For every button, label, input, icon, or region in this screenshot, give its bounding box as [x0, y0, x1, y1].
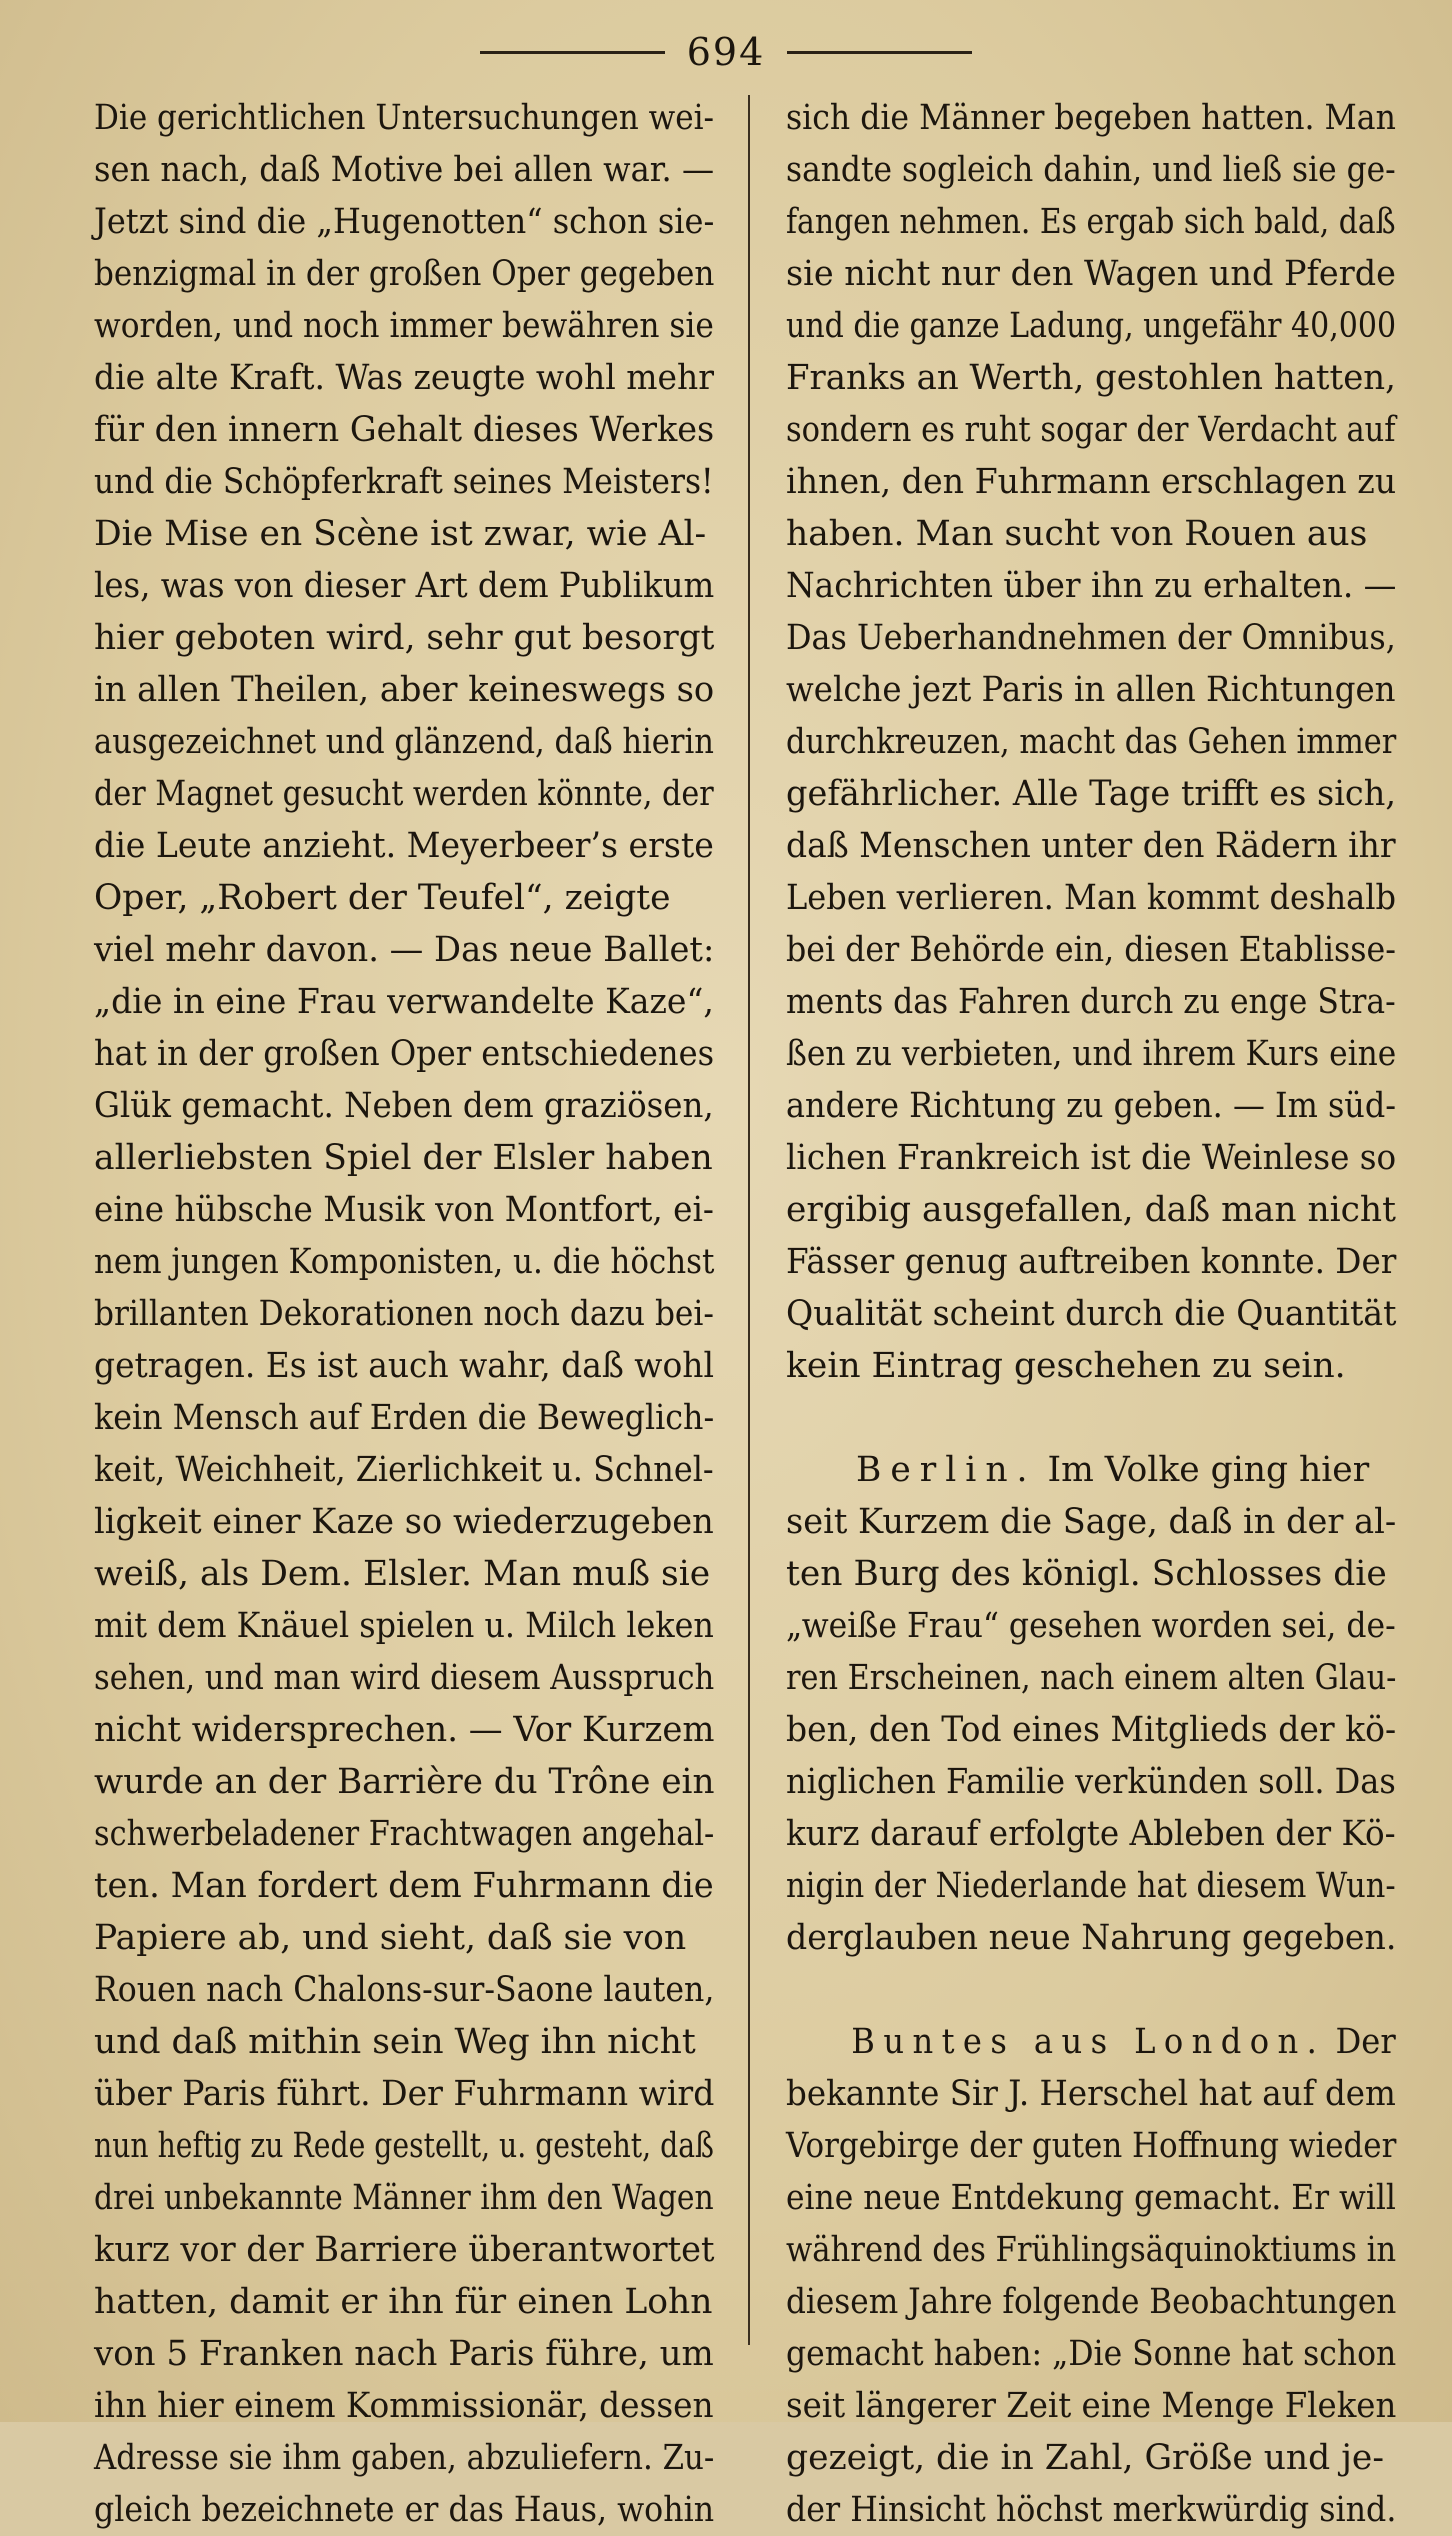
text-line: ihnen, den Fuhrmann erschlagen zu — [786, 462, 1397, 502]
text-line: worden, und noch immer bewähren sie — [94, 306, 714, 346]
text-line: les, was von dieser Art dem Publikum — [94, 566, 715, 606]
text-line: Papiere ab, und sieht, daß sie von — [94, 1918, 687, 1958]
text-line: weiß, als Dem. Elsler. Man muß sie — [94, 1554, 711, 1594]
text-line: gemacht haben: „Die Sonne hat schon — [786, 2334, 1397, 2374]
text-line: Adresse sie ihm gaben, abzuliefern. Zu- — [94, 2438, 715, 2478]
text-line: nun heftig zu Rede gestellt, u. gesteht, daß — [94, 2126, 714, 2166]
london-first-line-rest: Der — [1325, 2022, 1396, 2062]
text-line: sandte sogleich dahin, und ließ sie ge- — [786, 150, 1396, 190]
text-line: ten Burg des königl. Schlosses die — [786, 1554, 1387, 1594]
paragraph-london — [786, 2068, 1396, 2536]
text-line: eine neue Entdekung gemacht. Er will — [786, 2178, 1396, 2218]
text-line: benzigmal in der großen Oper gegeben — [94, 254, 715, 294]
text-line: „die in eine Frau verwandelte Kaze“, — [94, 982, 714, 1022]
text-line: Nachrichten über ihn zu erhalten. — — [786, 566, 1397, 606]
text-line: wurde an der Barrière du Trône ein — [94, 1762, 715, 1802]
text-line: sehen, und man wird diesem Ausspruch — [94, 1658, 715, 1698]
text-line: „weiße Frau“ gesehen worden sei, de- — [786, 1606, 1396, 1646]
right-column — [786, 92, 1396, 2536]
berlin-first-line — [786, 1444, 1396, 1496]
text-line: Die gerichtlichen Untersuchungen wei- — [94, 98, 715, 138]
text-line: und die Schöpferkraft seines Meisters! — [94, 462, 714, 502]
text-line: sie nicht nur den Wagen und Pferde — [786, 254, 1396, 294]
column-divider — [748, 95, 750, 2345]
text-line: Leben verlieren. Man kommt deshalb — [786, 878, 1397, 918]
text-line: sich die Männer begeben hatten. Man — [786, 98, 1396, 138]
text-line: nigin der Niederlande hat diesem Wun- — [786, 1866, 1396, 1906]
text-line: lichen Frankreich ist die Weinlese so — [786, 1138, 1397, 1178]
text-line: über Paris führt. Der Fuhrmann wird — [94, 2074, 715, 2114]
text-line: der Hinsicht höchst merkwürdig sind. — [786, 2490, 1397, 2530]
text-line: daß Menschen unter den Rädern ihr — [786, 826, 1396, 866]
paragraph-gap — [786, 1392, 1396, 1444]
text-line: bekannte Sir J. Herschel hat auf dem — [786, 2074, 1396, 2114]
text-line: kein Eintrag geschehen zu sein. — [786, 1346, 1346, 1386]
text-line: kein Mensch auf Erden die Beweglich- — [94, 1398, 715, 1438]
text-line: Jetzt sind die „Hugenotten“ schon sie- — [94, 202, 715, 242]
text-line: ligkeit einer Kaze so wiederzugeben — [94, 1502, 714, 1542]
text-line: Glük gemacht. Neben dem graziösen, — [94, 1086, 714, 1126]
text-line: durchkreuzen, macht das Gehen immer — [786, 722, 1397, 762]
berlin-first-line-rest: Im Volke ging hier — [1036, 1450, 1370, 1490]
text-line: gezeigt, die in Zahl, Größe und je- — [786, 2438, 1384, 2478]
text-line: Vorgebirge der guten Hoffnung wieder — [786, 2126, 1397, 2166]
text-line: getragen. Es ist auch wahr, daß wohl — [94, 1346, 714, 1386]
text-line: die Leute anzieht. Meyerbeer’s erste — [94, 826, 714, 866]
text-line: brillanten Dekorationen noch dazu bei- — [94, 1294, 714, 1334]
text-line: ren Erscheinen, nach einem alten Glau- — [786, 1658, 1397, 1698]
text-line: fangen nehmen. Es ergab sich bald, daß — [786, 202, 1396, 242]
text-line: ben, den Tod eines Mitglieds der kö- — [786, 1710, 1397, 1750]
text-line: sondern es ruht sogar der Verdacht auf — [786, 410, 1396, 450]
text-line: die alte Kraft. Was zeugte wohl mehr — [94, 358, 714, 398]
text-line: Qualität scheint durch die Quantität — [786, 1294, 1397, 1334]
text-line: haben. Man sucht von Rouen aus — [786, 514, 1368, 554]
paragraph-paris-continued — [786, 92, 1396, 1392]
text-line: hatten, damit er ihn für einen Lohn — [94, 2282, 713, 2322]
text-line: Oper, „Robert der Teufel“, zeigte — [94, 878, 671, 918]
text-line: Rouen nach Chalons-sur-Saone lauten, — [94, 1970, 715, 2010]
text-line: von 5 Franken nach Paris führe, um — [94, 2334, 714, 2374]
text-line: gefährlicher. Alle Tage trifft es sich, — [786, 774, 1397, 814]
text-line: nicht widersprechen. — Vor Kurzem — [94, 1710, 715, 1750]
text-line: viel mehr davon. — Das neue Ballet: — [94, 930, 715, 970]
text-line: sen nach, daß Motive bei allen war. — — [94, 150, 715, 190]
text-line: Die Mise en Scène ist zwar, wie Al- — [94, 514, 707, 554]
text-line: derglauben neue Nahrung gegeben. — [786, 1918, 1397, 1958]
header-dash-right — [787, 51, 972, 54]
text-line: der Magnet gesucht werden könnte, der — [94, 774, 714, 814]
text-line: andere Richtung zu geben. — Im süd- — [786, 1086, 1397, 1126]
text-line: hier geboten wird, sehr gut besorgt — [94, 618, 715, 658]
text-line: niglichen Familie verkünden soll. Das — [786, 1762, 1396, 1802]
text-line: Fässer genug auftreiben konnte. Der — [786, 1242, 1397, 1282]
text-line: ßen zu verbieten, und ihrem Kurs eine — [786, 1034, 1397, 1074]
berlin-heading: Berlin. — [856, 1450, 1037, 1490]
text-line: seit längerer Zeit eine Menge Fleken — [786, 2386, 1397, 2426]
text-line: kurz darauf erfolgte Ableben der Kö- — [786, 1814, 1396, 1854]
london-first-line — [786, 2016, 1396, 2068]
text-line: mit dem Knäuel spielen u. Milch leken — [94, 1606, 714, 1646]
paragraph-gap — [786, 1964, 1396, 2016]
text-line: allerliebsten Spiel der Elsler haben — [94, 1138, 713, 1178]
text-line: hat in der großen Oper entschiedenes — [94, 1034, 715, 1074]
text-line: ihn hier einem Kommissionär, dessen — [94, 2386, 714, 2426]
page-header — [0, 22, 1452, 82]
text-line: bei der Behörde ein, diesen Etablisse- — [786, 930, 1396, 970]
text-line: und daß mithin sein Weg ihn nicht — [94, 2022, 696, 2062]
text-line: schwerbeladener Frachtwagen angehal- — [94, 1814, 715, 1854]
header-dash-left — [480, 51, 665, 54]
text-line: und die ganze Ladung, ungefähr 40,000 — [786, 306, 1397, 346]
text-line: seit Kurzem die Sage, daß in der al- — [786, 1502, 1397, 1542]
text-line: ausgezeichnet und glänzend, daß hierin — [94, 722, 714, 762]
london-heading: Buntes aus London. — [851, 2022, 1326, 2062]
text-line: ergibig ausgefallen, daß man nicht — [786, 1190, 1396, 1230]
paragraph-berlin — [786, 1496, 1396, 1964]
text-line: diesem Jahre folgende Beobachtungen — [786, 2282, 1397, 2322]
text-line: Das Ueberhandnehmen der Omnibus, — [786, 618, 1396, 658]
text-line: für den innern Gehalt dieses Werkes — [94, 410, 715, 450]
text-line: ten. Man fordert dem Fuhrmann die — [94, 1866, 714, 1906]
text-line: ments das Fahren durch zu enge Stra- — [786, 982, 1396, 1022]
text-line: während des Frühlingsäquinoktiums in — [786, 2230, 1397, 2270]
text-line: welche jezt Paris in allen Richtungen — [786, 670, 1396, 710]
text-line: kurz vor der Barriere überantwortet — [94, 2230, 715, 2270]
page-number: 694 — [686, 30, 766, 74]
text-line: in allen Theilen, aber keineswegs so — [94, 670, 715, 710]
left-column — [94, 92, 714, 2536]
text-line: gleich bezeichnete er das Haus, wohin — [94, 2490, 715, 2530]
text-line: eine hübsche Musik von Montfort, ei- — [94, 1190, 714, 1230]
text-line: nem jungen Komponisten, u. die höchst — [94, 1242, 715, 1282]
text-line: Franks an Werth, gestohlen hatten, — [786, 358, 1396, 398]
text-line: keit, Weichheit, Zierlichkeit u. Schnel- — [94, 1450, 714, 1490]
text-line: drei unbekannte Männer ihm den Wagen — [94, 2178, 714, 2218]
